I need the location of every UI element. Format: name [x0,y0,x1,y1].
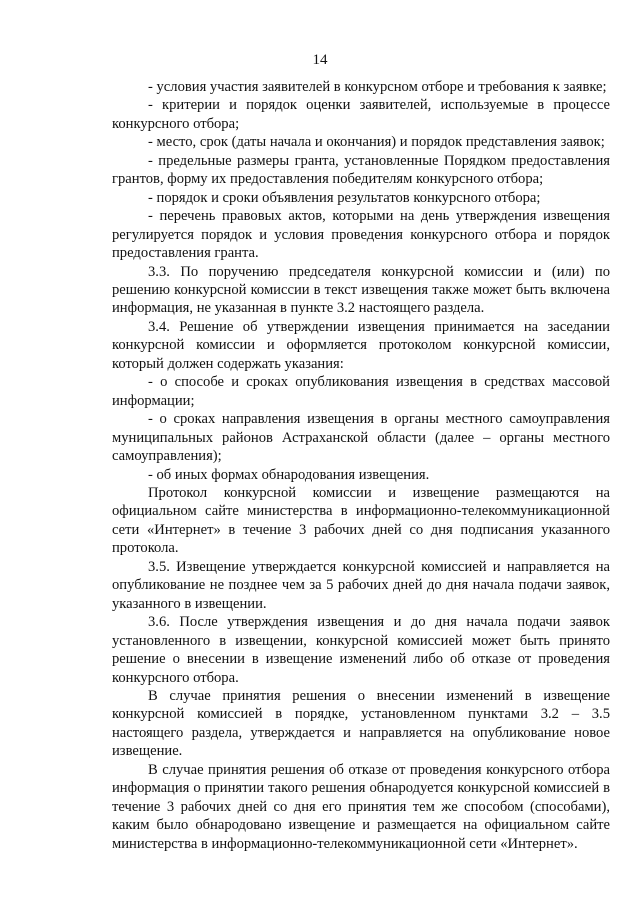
refusal-paragraph: В случае принятия решения об отказе от проведения конкурсного отбора информация о принятии такого решения обнародуется конкурсной комиссией в течение 3 рабочих дней со дня его принятия тем же способом (способами), каким было обнародовано извещение и размещается на официальном сайте министерства в информационно-телекоммуникационной сети «Интернет». [112,761,610,852]
list-item-other-forms: - об иных формах обнародования извещения. [148,466,430,483]
list-item-grant-limits: - предельные размеры гранта, установленные Порядком предоставления грантов, форму их предоставления победителям конкурсного отбора; [112,152,610,188]
list-item-results-announcement: - порядок и сроки объявления результатов конкурсного отбора; [148,189,541,206]
list-item-local-government: - о сроках направления извещения в органы местного самоуправления муниципальных районов Астраханской области (далее – органы местного самоуправления); [112,411,610,465]
clause-3-6: 3.6. После утверждения извещения и до дня начала подачи заявок установленного в извещении, конкурсной комиссией может быть принято решение о внесении в извещение изменений либо об отказе от проведения конкурсного отбора. [112,614,610,686]
page-number: 14 [312,52,328,68]
list-item-media-publication: - о способе и сроках опубликования извещения в средствах массовой информации; [112,374,610,409]
clause-3-3: 3.3. По поручению председателя конкурсной комиссии и (или) по решению конкурсной комиссии в текст извещения также может быть включена информация, не указанная в пункте 3.2 настоящего раздела. [112,263,610,317]
clause-3-5: 3.5. Извещение утверждается конкурсной комиссией и направляется на опубликование не позднее чем за 5 рабочих дней до дня начала подачи заявок, указанного в извещении. [112,558,610,612]
list-item-evaluation-criteria: - критерии и порядок оценки заявителей, используемые в процессе конкурсного отбора; [112,97,610,132]
changes-paragraph: В случае принятия решения о внесении изменений в извещение конкурсной комиссией в порядке, установленном пунктами 3.2 – 3.5 настоящего раздела, утверждается и направляется на опубликование новое извещение. [112,687,610,760]
document-body [112,78,610,853]
list-item-legal-acts: - перечень правовых актов, которыми на день утверждения извещения регулируется порядок и условия проведения конкурсного отбора и порядок предоставления гранта. [112,208,610,262]
list-item-participation-conditions: - условия участия заявителей в конкурсном отборе и требования к заявке; [148,79,607,95]
protocol-paragraph: Протокол конкурсной комиссии и извещение размещаются на официальном сайте министерства в информационно-телекоммуникационной сети «Интернет» в течение 3 рабочих дней со дня подписания указанного протокола. [112,484,610,557]
clause-3-4: 3.4. Решение об утверждении извещения принимается на заседании конкурсной комиссии и оформляется протоколом конкурсной комиссии, который должен содержать указания: [112,318,610,372]
list-item-submission-place-and-dates: - место, срок (даты начала и окончания) и порядок представления заявок; [148,134,605,151]
